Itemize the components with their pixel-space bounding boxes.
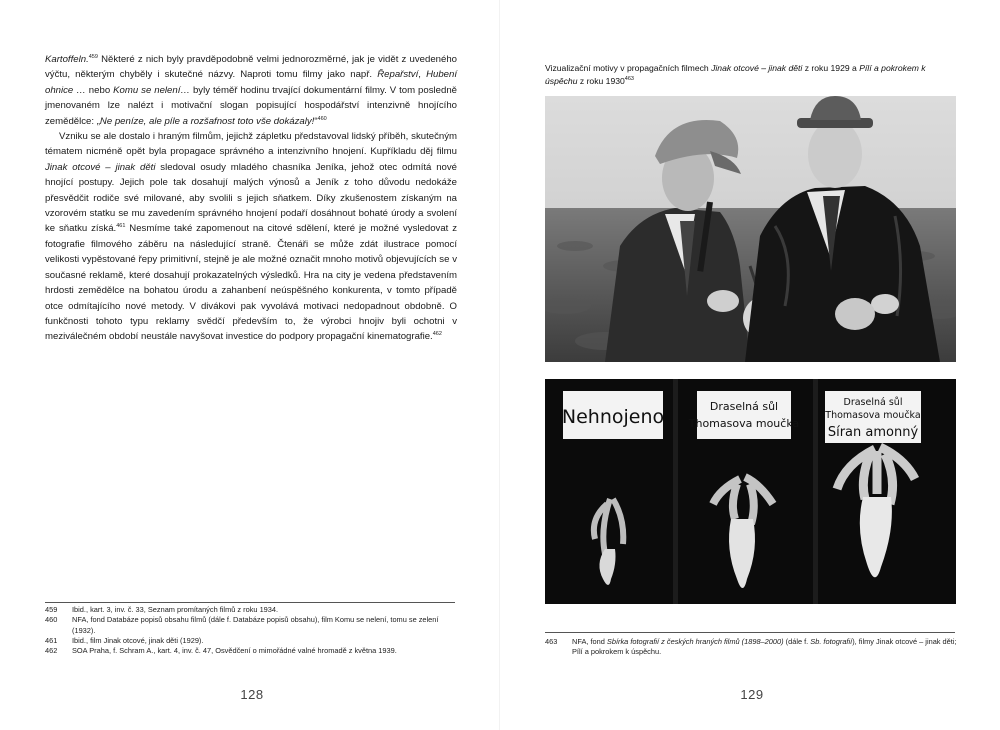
sign-label: Thomasova moučka bbox=[825, 410, 921, 421]
text-run: Některé z nich byly pravděpodobně velmi jednorozměrné, jak je vidět z uvedeného výčtu, některým chyběly i skutečné názvy. Naproti tomu filmy jako např. bbox=[45, 54, 457, 81]
paragraph-1 bbox=[45, 52, 457, 129]
sign-potash-thomas bbox=[697, 391, 791, 439]
page-number: 128 bbox=[240, 687, 264, 702]
film-still-photo bbox=[545, 96, 956, 362]
italic-term: Kartoffeln. bbox=[45, 54, 89, 65]
sign-label: Draselná sůl bbox=[709, 400, 779, 413]
footnote-number: 459 bbox=[45, 605, 58, 614]
slogan-quote: Ne peníze, ale píle a rozšafnost toto vše dokázaly! bbox=[99, 115, 315, 127]
men-with-beets-illustration bbox=[545, 96, 956, 362]
footnote-number: 462 bbox=[45, 646, 58, 656]
text-run: Nesmíme také zapomenout na citové sdělení, které je možné vysledovat z fotografie filmového záběru na následující straně. Čtenáři se může zdát ilustrace pomocí velikosti vypěstované řepy primitivní, stejně je ale možné označit mnoho motivů objevujících se v současné reklamě, které dosahují prokazatelných výsledků. Hra na city je vedena představením hrdosti zemědělce na bohatou úrodu a zahanbení neúspěšného konkurenta, v tomto případě otce odmítajícího nové metody. V divákovi pak vyvolává motivaci nedopadnout obdobně. O funkčnosti tohoto typu reklamy svědčí především to, že výrobci hnojiv byli ochotni v meziválečném období neustále navyšovat investice do podpory propagační kinematografie. bbox=[45, 223, 457, 343]
sign-label: Síran amonný bbox=[827, 425, 919, 440]
footnote-item bbox=[45, 615, 457, 636]
sign-label: Thomasova moučka bbox=[688, 417, 800, 430]
text-run: ), filmy Jinak otcové – jinak děti; Pílí a pokrokem k úspěchu. bbox=[572, 637, 957, 657]
sign-label: Draselná sůl bbox=[843, 397, 903, 408]
footnote-text: SOA Praha, f. Schram A., kart. 4, inv. č. 47, Osvědčení o mimořádné valné hromadě z května 1939. bbox=[72, 646, 397, 656]
footnote-number: 460 bbox=[45, 615, 58, 625]
footnotes bbox=[545, 637, 957, 658]
footnote-text: NFA, fond Databáze popisů obsahu filmů (dále f. Databáze popisů obsahu), film Komu se nelení, tomu se zelení (1932). bbox=[72, 615, 439, 635]
footnote-text: Ibid., kart. 3, inv. č. 33, Seznam promítaných filmů z roku 1934. bbox=[72, 605, 279, 614]
film-title: Hubení ohnice … bbox=[45, 69, 457, 96]
footnote-divider bbox=[45, 602, 455, 603]
film-title: Řepařství bbox=[377, 69, 419, 81]
caption-text: z roku 1930 bbox=[577, 76, 625, 87]
body-text bbox=[45, 52, 457, 345]
footnote-item bbox=[45, 605, 457, 615]
footnote-ref-461[interactable]: 461 bbox=[116, 223, 126, 230]
film-title: Pílí a pokrokem k úspěchu bbox=[545, 63, 926, 87]
text-run: byly téměř hodinu trvající dokumentární filmy. V tom posledně jmenovaném lze nalézt i motivační slogan popisující hospodářství intenzivně hnojícího zemědělce: „ bbox=[45, 84, 457, 127]
collection-title: Sbírka fotografií z českých hraných filmů (1898–2000) bbox=[606, 637, 784, 646]
film-title: Jinak otcové – jinak děti bbox=[711, 63, 803, 73]
beet-comparison-photo bbox=[545, 379, 956, 604]
caption-text: Vizualizační motivy v propagačních filmech bbox=[545, 63, 712, 73]
footnote-text: Ibid., film Jinak otcové, jinak děti (1929). bbox=[72, 635, 204, 645]
caption-text: z roku 1929 a bbox=[802, 63, 860, 73]
text-run: , bbox=[418, 69, 427, 81]
footnote-item bbox=[45, 636, 457, 646]
footnotes bbox=[45, 605, 457, 656]
text-run: (dále f. bbox=[783, 637, 811, 646]
sign-label: Nehnojeno bbox=[561, 406, 665, 428]
right-page bbox=[500, 0, 1000, 730]
page-number: 129 bbox=[740, 687, 764, 702]
text-run: nebo bbox=[85, 84, 114, 96]
footnote-number: 461 bbox=[45, 635, 58, 645]
footnote-text bbox=[572, 637, 957, 658]
footnote-ref-460[interactable]: 460 bbox=[317, 115, 327, 122]
beet-signs-illustration bbox=[545, 379, 956, 604]
footnote-divider bbox=[545, 632, 955, 633]
text-run: sledoval osudy mladého chasníka Jeníka, jehož otec odmítá nové hnojící postupy. Jejich pole tak dosahují malých výnosů a Jeník z toho důvodu nedokáže přesvědčit rodiče své milované, aby svolili s jejich sňatkem. Díky zkušenostem získaným na vzorovém statku se mu zavedením správného hnojení podaří dosáhnout bohaté úrody a svolení ke sňatku získá. bbox=[45, 161, 458, 235]
text-run: NFA, fond bbox=[572, 637, 607, 646]
footnote-number: 463 bbox=[545, 637, 558, 646]
film-title: Komu se nelení… bbox=[113, 84, 190, 96]
footnote-ref-459[interactable]: 459 bbox=[88, 54, 98, 60]
footnote-item bbox=[45, 646, 457, 656]
footnote-ref-462[interactable]: 462 bbox=[432, 331, 442, 338]
footnote-ref-463[interactable]: 463 bbox=[624, 76, 634, 83]
film-title: Jinak otcové – jinak děti bbox=[45, 161, 156, 173]
collection-abbrev: Sb. fotografií bbox=[810, 637, 853, 646]
figure-caption bbox=[545, 62, 957, 89]
text-run: Vzniku se ale dostalo i hraným filmům, jejichž zápletku představoval lidský příběh, skutečným tématem nicméně opět byla propagace správného a intenzivního hnojení. Kupříkladu děj filmu bbox=[45, 131, 457, 158]
text-run: “ bbox=[314, 115, 318, 127]
paragraph-2 bbox=[45, 129, 457, 345]
footnote-item bbox=[545, 637, 957, 658]
